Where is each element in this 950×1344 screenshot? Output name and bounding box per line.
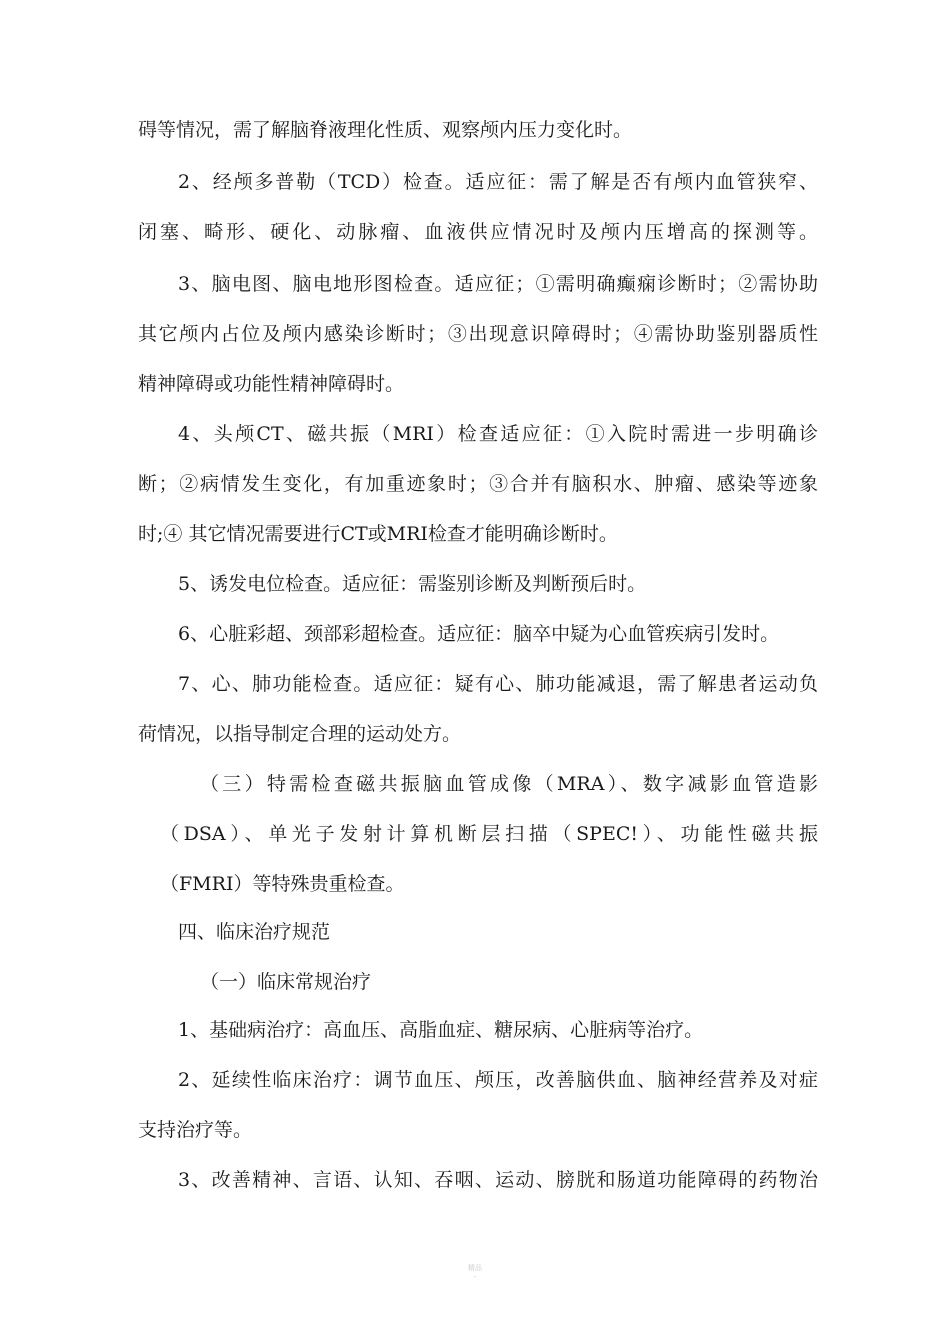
- text-line: 6、心脏彩超、颈部彩超检查。适应征：脑卒中疑为心血管疾病引发时。: [178, 623, 780, 645]
- text-line: 2、经颅多普勒（TCD）检查。适应征：需了解是否有颅内血管狭窄、: [178, 171, 818, 193]
- text-line: 荷情况，以指导制定合理的运动处方。: [138, 723, 462, 745]
- text-line: 支持治疗等。: [138, 1119, 253, 1141]
- footer-mark-line: -: [473, 1273, 477, 1281]
- text-line: 4、头颅CT、磁共振（MRI）检查适应征：①入院时需进一步明确诊: [178, 423, 818, 445]
- text-line: 3、脑电图、脑电地形图检查。适应征；①需明确癫痫诊断时；②需协助: [178, 273, 818, 295]
- text-line: （DSA）、单光子发射计算机断层扫描（SPEC!）、功能性磁共振: [160, 823, 818, 845]
- text-line: （三）特需检查磁共振脑血管成像（MRA）、数字减影血管造影: [200, 773, 818, 795]
- text-line: 5、诱发电位检查。适应征：需鉴别诊断及判断预后时。: [178, 573, 647, 595]
- section-heading: 四、临床治疗规范: [178, 921, 331, 943]
- text-line: 精神障碍或功能性精神障碍时。: [138, 373, 405, 395]
- footer-mark-line: 精品: [468, 1264, 482, 1272]
- text-line: 时;④ 其它情况需要进行CT或MRI检查才能明确诊断时。: [138, 523, 618, 545]
- text-line: 3、改善精神、言语、认知、吞咽、运动、膀胱和肠道功能障碍的药物治: [178, 1169, 818, 1191]
- text-line: 7、心、肺功能检查。适应征：疑有心、肺功能减退，需了解患者运动负: [178, 673, 818, 695]
- footer-watermark: [463, 1264, 487, 1282]
- subsection-heading: （一）临床常规治疗: [200, 971, 372, 993]
- text-line: （FMRI）等特殊贵重检查。: [160, 873, 405, 895]
- text-line: 其它颅内占位及颅内感染诊断时；③出现意识障碍时；④需协助鉴别器质性: [138, 323, 818, 345]
- text-line: 碍等情况，需了解脑脊液理化性质、观察颅内压力变化时。: [138, 119, 633, 141]
- text-line: 2、延续性临床治疗：调节血压、颅压，改善脑供血、脑神经营养及对症: [178, 1069, 818, 1091]
- text-line: 1、基础病治疗：高血压、高脂血症、糖尿病、心脏病等治疗。: [178, 1019, 704, 1041]
- text-line: 断；②病情发生变化，有加重迹象时；③合并有脑积水、肿瘤、感染等迹象: [138, 473, 818, 495]
- text-line: 闭塞、畸形、硬化、动脉瘤、血液供应情况时及颅内压增高的探测等。: [138, 221, 818, 243]
